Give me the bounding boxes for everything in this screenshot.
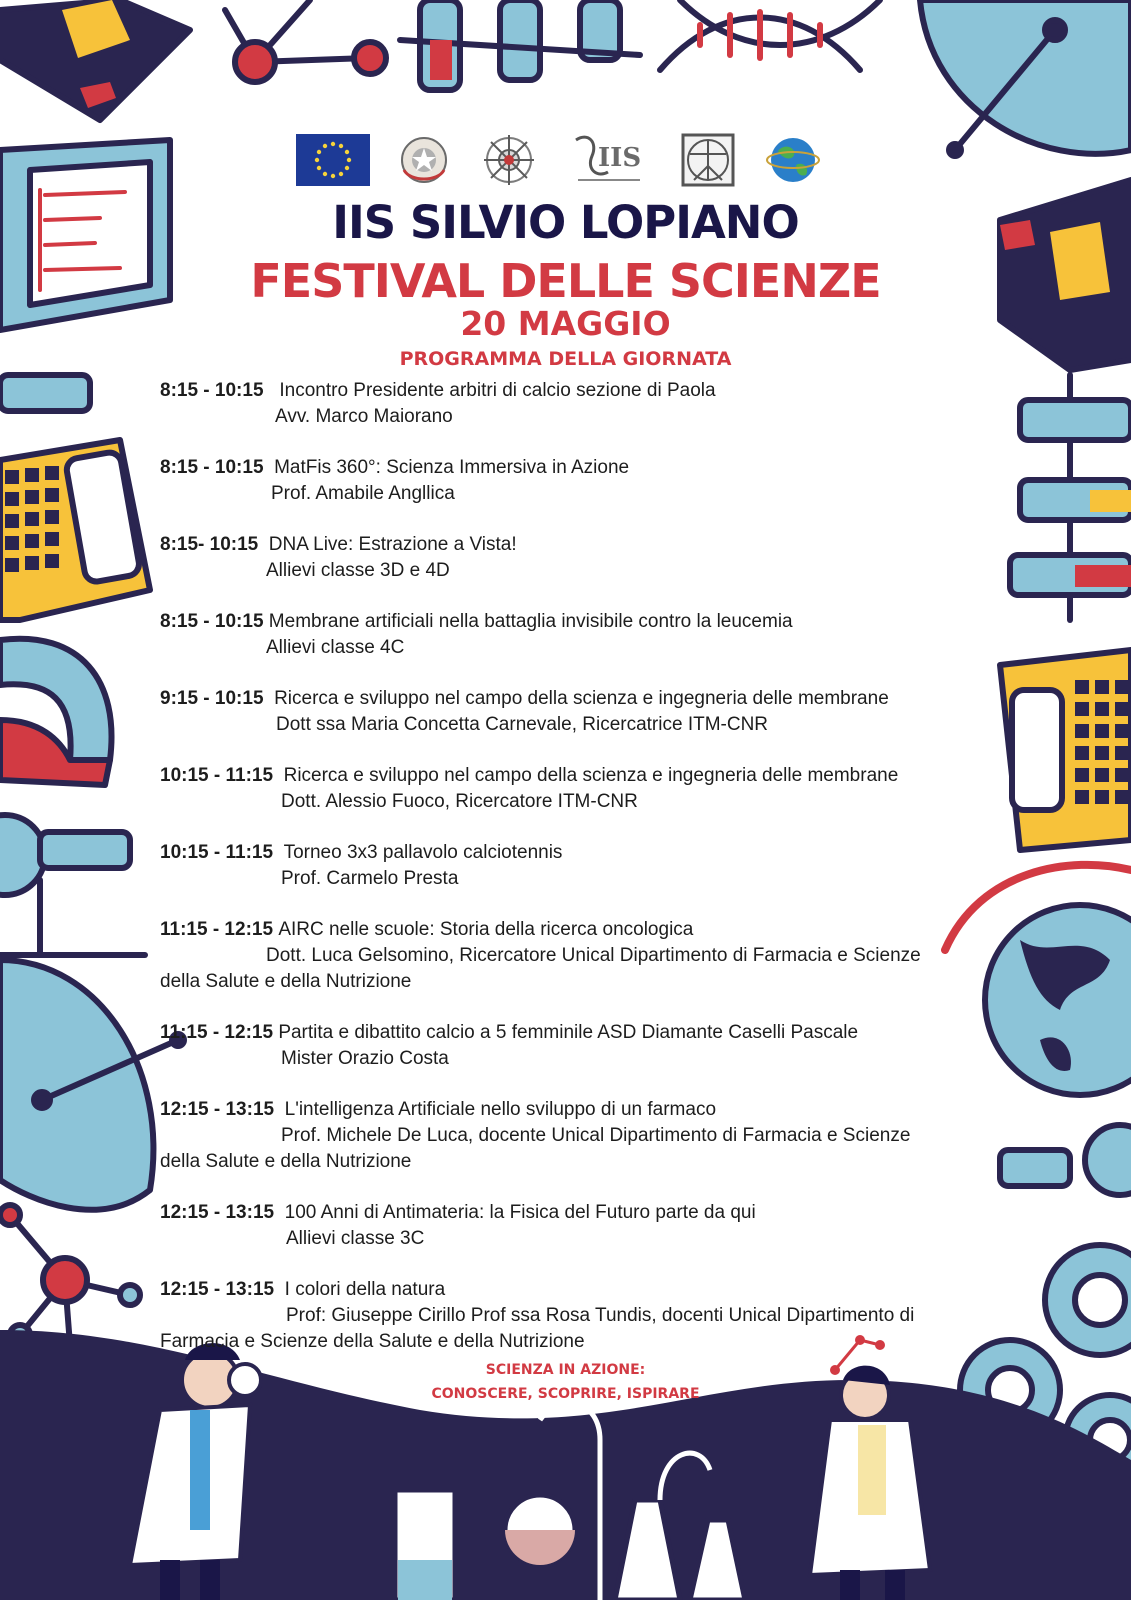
program-speaker: Dott. Alessio Fuoco, Ricercatore ITM-CNR <box>281 791 638 812</box>
program-title: L'intelligenza Artificiale nello sviluppo di un farmaco <box>284 1099 717 1120</box>
program-title: Incontro Presidente arbitri di calcio sezione di Paola <box>279 380 716 401</box>
program-subtitle: PROGRAMMA DELLA GIORNATA <box>399 348 732 370</box>
program-time: 10:15 - 11:15 <box>160 765 274 786</box>
program-speaker: Prof: Giuseppe Cirillo Prof ssa Rosa Tundis, docenti Unical Dipartimento di <box>286 1305 915 1326</box>
program-title: DNA Live: Estrazione a Vista! <box>268 534 517 555</box>
program-time: 9:15 - 10:15 <box>160 688 264 709</box>
program-time: 12:15 - 13:15 <box>160 1279 275 1300</box>
program-item <box>160 1097 960 1175</box>
program-item <box>160 840 960 892</box>
program-time: 8:15 - 10:15 <box>160 380 264 401</box>
slogan-line-2: CONOSCERE, SCOPRIRE, ISPIRARE <box>431 1386 700 1402</box>
molecule-icon <box>225 0 386 82</box>
flask-icon <box>0 815 145 955</box>
program-speaker-continued: Farmacia e Scienze della Salute e della Nutrizione <box>160 1331 585 1352</box>
globe-logo-icon <box>766 132 820 188</box>
program-speaker: Avv. Marco Maiorano <box>275 406 453 427</box>
program-speaker: Prof. Amabile Angllica <box>271 483 455 504</box>
program-speaker: Dott ssa Maria Concetta Carnevale, Ricercatrice ITM-CNR <box>276 714 769 735</box>
program-item <box>160 455 960 507</box>
program-speaker-continued: della Salute e della Nutrizione <box>160 1151 412 1172</box>
program-time: 11:15 - 12:15 <box>160 1022 274 1043</box>
program-item <box>160 532 960 584</box>
dna-icon <box>660 0 880 70</box>
region-emblem-icon <box>482 132 536 188</box>
program-title: Torneo 3x3 pallavolo calciotennis <box>283 842 563 863</box>
satellite-dish-left-icon <box>0 960 184 1210</box>
program-speaker: Allievi classe 4C <box>266 637 405 658</box>
program-list <box>160 378 960 1380</box>
calculator-right-icon <box>1000 650 1131 850</box>
globe-icon <box>945 865 1131 1095</box>
tube-left-icon <box>0 375 90 411</box>
program-speaker: Allievi classe 3C <box>286 1228 425 1249</box>
svg-text:IIS: IIS <box>598 143 642 173</box>
magnet-icon <box>0 639 112 785</box>
program-item <box>160 686 960 738</box>
school-name: IIS SILVIO LOPIANO <box>332 196 799 249</box>
program-title: AIRC nelle scuole: Storia della ricerca oncologica <box>278 919 694 940</box>
program-title: Ricerca e sviluppo nel campo della scienza e ingegneria delle membrane <box>274 688 889 709</box>
program-speaker: Prof. Carmelo Presta <box>281 868 459 889</box>
slogan <box>0 1358 1131 1406</box>
program-time: 8:15 - 10:15 <box>160 611 264 632</box>
program-speaker: Prof. Michele De Luca, docente Unical Dipartimento di Farmacia e Scienze <box>281 1125 911 1146</box>
program-time: 8:15 - 10:15 <box>160 457 264 478</box>
program-speaker: Allievi classe 3D e 4D <box>266 560 450 581</box>
vitruvian-logo-icon <box>680 132 736 188</box>
program-item <box>160 1277 960 1355</box>
event-date: 20 MAGGIO <box>460 304 671 343</box>
iis-logo-icon <box>568 132 648 188</box>
test-tube-rack-icon <box>1010 375 1131 620</box>
eu-flag-icon <box>296 132 370 188</box>
program-item <box>160 378 960 430</box>
program-time: 8:15- 10:15 <box>160 534 259 555</box>
calculator-icon <box>0 440 150 620</box>
program-title: Ricerca e sviluppo nel campo della scienza e ingegneria delle membrane <box>283 765 899 786</box>
book-icon <box>0 0 190 120</box>
program-title: MatFis 360°: Scienza Immersiva in Azione <box>274 457 630 478</box>
program-time: 12:15 - 13:15 <box>160 1202 275 1223</box>
program-item <box>160 917 960 995</box>
molecule-left-icon <box>0 1205 140 1345</box>
festival-title: FESTIVAL DELLE SCIENZE <box>250 254 881 308</box>
flask-right-icon <box>1000 1125 1131 1195</box>
program-title: I colori della natura <box>284 1279 446 1300</box>
program-speaker-continued: della Salute e della Nutrizione <box>160 971 412 992</box>
program-time: 10:15 - 11:15 <box>160 842 274 863</box>
italian-emblem-icon <box>400 132 448 188</box>
satellite-dish-icon <box>920 0 1131 156</box>
program-title: 100 Anni di Antimateria: la Fisica del Futuro parte da qui <box>284 1202 756 1223</box>
program-title: Partita e dibattito calcio a 5 femminile ASD Diamante Caselli Pascale <box>278 1022 859 1043</box>
program-item <box>160 1200 960 1252</box>
program-title: Membrane artificiali nella battaglia invisibile contro la leucemia <box>268 611 793 632</box>
program-speaker: Dott. Luca Gelsomino, Ricercatore Unical Dipartimento di Farmacia e Scienze <box>266 945 921 966</box>
logo-row <box>296 132 836 190</box>
slogan-line-1: SCIENZA IN AZIONE: <box>485 1362 646 1378</box>
program-time: 11:15 - 12:15 <box>160 919 274 940</box>
program-item <box>160 1020 960 1072</box>
program-item <box>160 763 960 815</box>
program-time: 12:15 - 13:15 <box>160 1099 275 1120</box>
test-tubes-icon <box>400 0 640 90</box>
program-speaker: Mister Orazio Costa <box>281 1048 449 1069</box>
program-item <box>160 609 960 661</box>
